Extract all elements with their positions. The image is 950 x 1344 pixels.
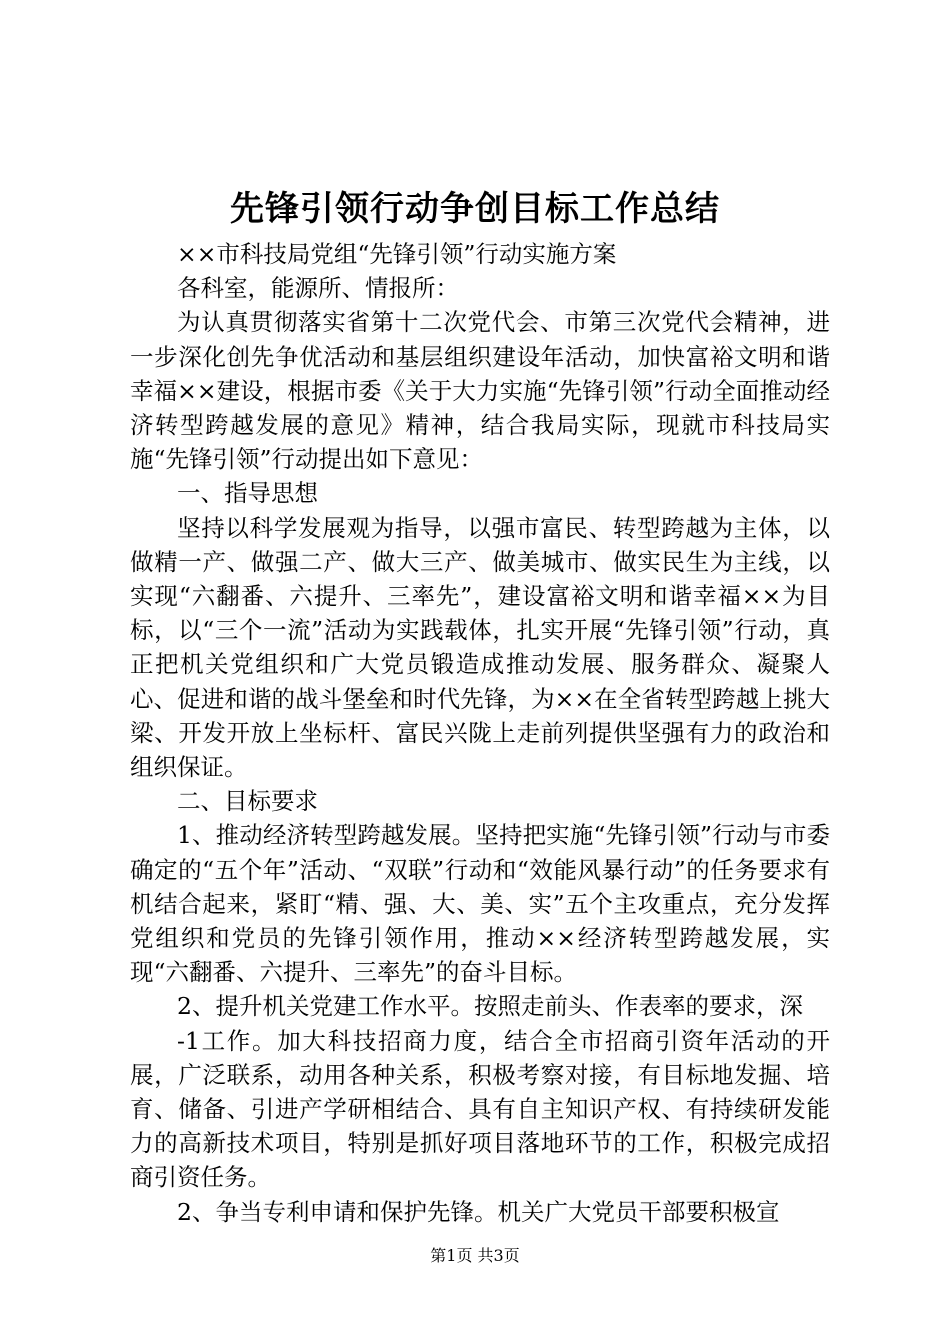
document-title: 先锋引领行动争创目标工作总结 (230, 189, 720, 229)
document-body (130, 237, 830, 1229)
paragraph-goal-1: 1、推动经济转型跨越发展。坚持把实施“先锋引领”行动与市委确定的“五个年”活动、“双联”行动和“效能风暴行动”的任务要求有机结合起来，紧盯“精、强、大、美、实”五个主攻重点，充分发挥党组织和党员的先锋引领作用，推动××经济转型跨越发展，实现“六翻番、六提升、三率先”的奋斗目标。 (130, 821, 830, 987)
paragraph-addressee: 各科室，能源所、情报所： (177, 274, 459, 303)
page-number-footer: 第1页 共3页 (430, 1246, 520, 1265)
paragraph-intro: 为认真贯彻落实省第十二次党代会、市第三次党代会精神，进一步深化创先争优活动和基层组织建设年活动，加快富裕文明和谐幸福××建设，根据市委《关于大力实施“先锋引领”行动全面推动经济转型跨越发展的意见》精神，结合我局实际，现就市科技局实施“先锋引领”行动提出如下意见： (130, 308, 830, 474)
paragraph-plan-title: ××市科技局党组“先锋引领”行动实施方案 (177, 240, 617, 268)
paragraph-investment: -1工作。加大科技招商力度，结合全市招商引资年活动的开展，广泛联系，动用各种关系，积极考察对接，有目标地发掘、培育、储备、引进产学研相结合、具有自主知识产权、有持续研发能力的高新技术项目，特别是抓好项目落地环节的工作，积极完成招商引资任务。 (130, 1026, 830, 1192)
paragraph-guiding-thought: 坚持以科学发展观为指导，以强市富民、转型跨越为主体，以做精一产、做强二产、做大三产、做美城市、做实民生为主线，以实现“六翻番、六提升、三率先”，建设富裕文明和谐幸福××为目标，以“三个一流”活动为实践载体，扎实开展“先锋引领”行动，真正把机关党组织和广大党员锻造成推动发展、服务群众、凝聚人心、促进和谐的战斗堡垒和时代先锋，为××在全省转型跨越上挑大梁、开发开放上坐标杆、富民兴陇上走前列提供坚强有力的政治和组织保证。 (130, 513, 830, 782)
heading-goals: 二、目标要求 (177, 787, 318, 816)
paragraph-goal-2: 2、提升机关党建工作水平。按照走前头、作表率的要求，深 (177, 992, 803, 1021)
heading-guiding-thought: 一、指导思想 (177, 479, 318, 508)
paragraph-patent: 2、争当专利申请和保护先锋。机关广大党员干部要积极宣 (177, 1197, 780, 1226)
